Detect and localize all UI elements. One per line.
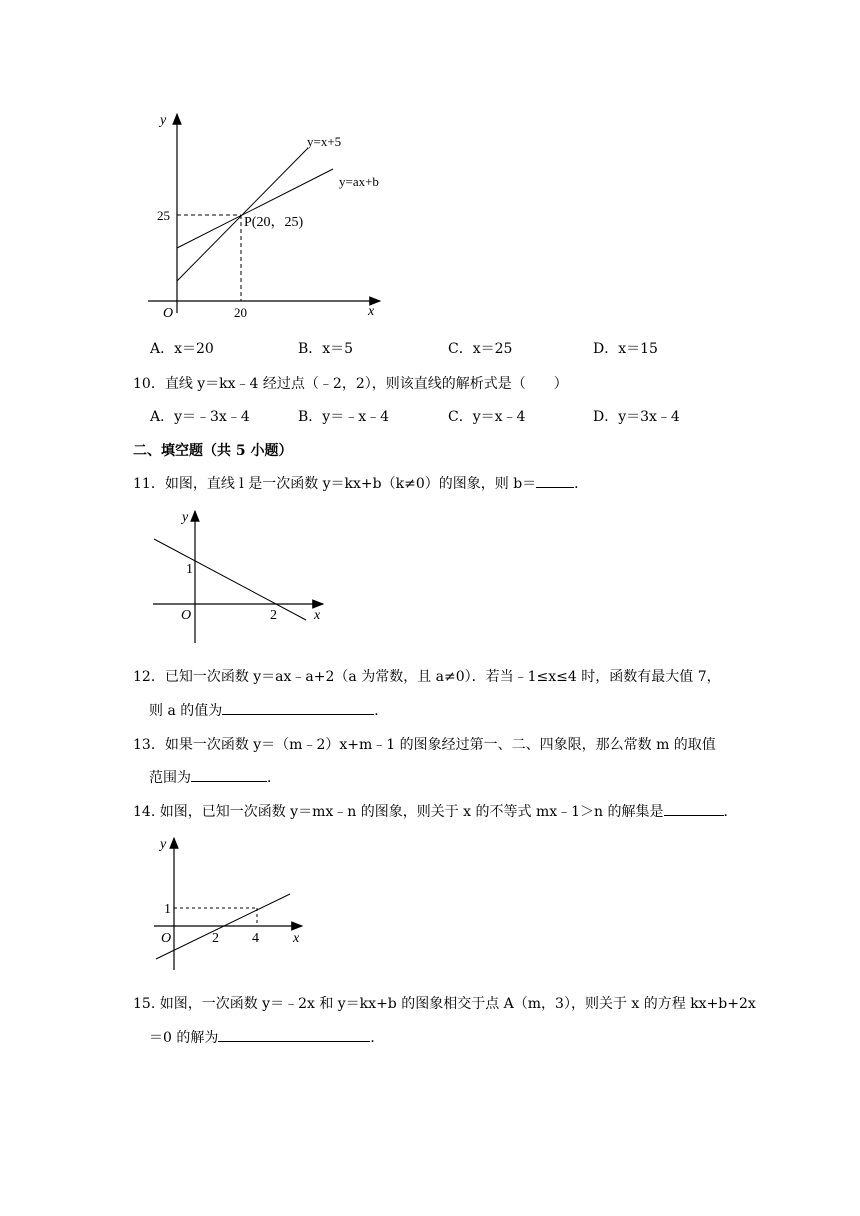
q9-line2-label: y=ax+b xyxy=(339,174,379,189)
q11-line-l xyxy=(154,539,306,620)
q12-line2-text: 则 a 的值为 xyxy=(149,703,223,719)
q9-options xyxy=(0,338,860,360)
q15-line2 xyxy=(149,1027,384,1047)
q10-options xyxy=(0,406,860,428)
q14-x-tick-2: 2 xyxy=(212,931,219,946)
q9-option-d[interactable]: D．x＝15 xyxy=(593,341,658,357)
q9-option-c[interactable]: C．x＝25 xyxy=(448,341,513,357)
section2-title: 二、填空题（共 5 小题） xyxy=(133,443,293,459)
q10-option-b[interactable]: B．y＝﹣x﹣4 xyxy=(298,409,389,425)
q13-line2 xyxy=(149,767,281,787)
q9-x-label: x xyxy=(368,304,375,319)
q14-stem-text: 14. 如图，已知一次函数 y＝mx﹣n 的图象，则关于 x 的不等式 mx﹣1＞n 的解集是 xyxy=(133,804,664,820)
q11-stem xyxy=(133,473,588,493)
q14-y-tick: 1 xyxy=(164,902,171,917)
q11-y-tick: 1 xyxy=(186,562,193,577)
q11-x-tick: 2 xyxy=(270,608,277,623)
q10-option-c[interactable]: C．y＝x﹣4 xyxy=(448,409,526,425)
q14-x-label: x xyxy=(293,931,300,946)
q15-line1: 15. 如图，一次函数 y＝﹣2x 和 y＝kx+b 的图象相交于点 A（m，3），则关于 x 的方程 kx+b+2x xyxy=(133,996,756,1012)
q12-line2 xyxy=(149,700,388,720)
q14-x-tick-4: 4 xyxy=(252,931,259,946)
q11-stem-text: 11．如图，直线 l 是一次函数 y＝kx+b（k≠0）的图象，则 b＝ xyxy=(133,476,537,492)
q9-line-y-ax-plus-b xyxy=(177,169,333,248)
q9-x-tick: 20 xyxy=(234,305,247,320)
q12-line2-end: ． xyxy=(374,703,389,719)
q13-answer-blank[interactable] xyxy=(191,767,267,782)
q13-line1: 13．如果一次函数 y＝（m﹣2）x+m﹣1 的图象经过第一、二、四象限，那么常数 m 的取值 xyxy=(133,737,716,753)
q14-answer-blank[interactable] xyxy=(664,801,724,816)
q12-answer-blank[interactable] xyxy=(222,700,374,715)
q9-line1-label: y=x+5 xyxy=(307,134,342,149)
q9-option-b[interactable]: B．x＝5 xyxy=(298,341,354,357)
q9-y-tick: 25 xyxy=(157,208,170,223)
q11-y-label: y xyxy=(182,510,189,525)
q14-graph xyxy=(150,832,310,974)
q10-option-d[interactable]: D．y＝3x﹣4 xyxy=(593,409,680,425)
q14-stem xyxy=(133,801,738,821)
q10-stem: 10．直线 y＝kx﹣4 经过点（﹣2，2），则该直线的解析式是（ ） xyxy=(133,376,568,392)
q11-answer-blank[interactable] xyxy=(536,473,574,488)
q9-y-label: y xyxy=(160,113,167,128)
q11-origin-label: O xyxy=(181,608,192,623)
q9-option-a[interactable]: A．x＝20 xyxy=(150,341,214,357)
q11-graph xyxy=(148,505,333,647)
q15-answer-blank[interactable] xyxy=(218,1027,370,1042)
q13-line2-text: 范围为 xyxy=(149,770,191,786)
q15-line2-end: ． xyxy=(370,1030,385,1046)
q14-origin-label: O xyxy=(161,931,172,946)
q10-option-a[interactable]: A．y＝﹣3x﹣4 xyxy=(150,409,250,425)
q14-stem-end: ． xyxy=(723,804,738,820)
q12-line1: 12．已知一次函数 y＝ax﹣a+2（a 为常数，且 a≠0）．若当﹣1≤x≤4 时，函数有最大值 7， xyxy=(133,669,721,685)
q14-y-label: y xyxy=(160,837,167,852)
q9-origin-label: O xyxy=(163,306,174,320)
q11-x-label: x xyxy=(314,608,321,623)
q15-line2-text: ＝0 的解为 xyxy=(149,1030,219,1046)
q11-stem-end: ． xyxy=(574,476,589,492)
q13-line2-end: ． xyxy=(267,770,281,786)
q9-point-label: P(20，25) xyxy=(244,215,304,230)
q9-graph xyxy=(140,108,390,320)
